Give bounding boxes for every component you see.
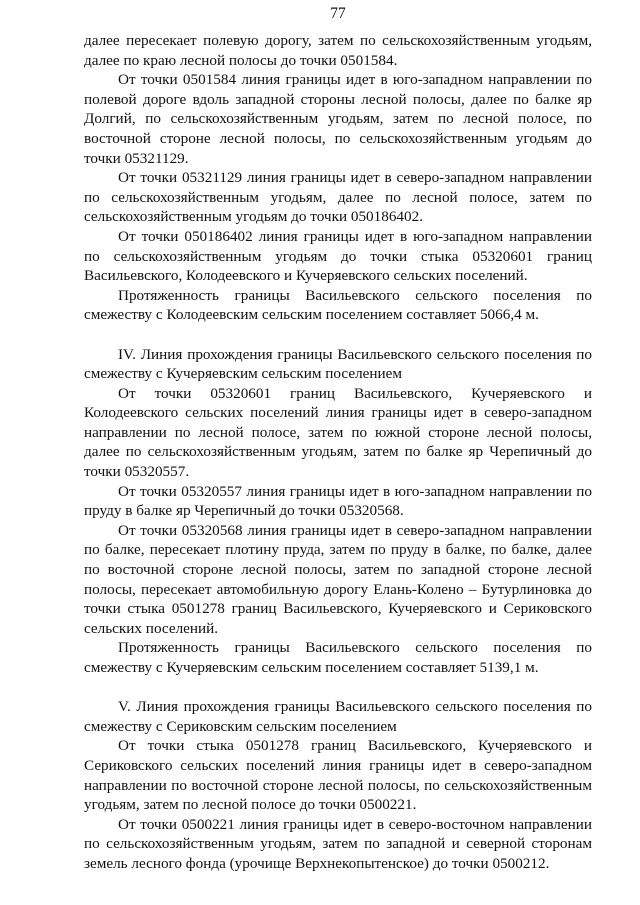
section-heading-v: V. Линия прохождения границы Васильевского сельского поселения по смежеству с Сериковским сельским поселением bbox=[84, 698, 592, 735]
paragraph: От точки 05320557 линия границы идет в юго-западном направлении по пруду в балке яр Черепичный до точки 05320568. bbox=[84, 482, 592, 520]
paragraph: От точки 05321129 линия границы идет в северо-западном направлении по сельскохозяйственным угодьям, далее по лесной полосе, затем по сельскохозяйственным угодьям до точки 050186402. bbox=[84, 169, 592, 226]
paragraph: От точки 05320568 линия границы идет в северо-западном направлении по балке, пересекает плотину пруда, затем по пруду в балке, по балке, далее по восточной стороне лесной полосы, затем по западной стороне лесной полосы, пересекает автомобильную дорогу Елань-Колено – Бутурлиновка до точки стыка 0501278 границ Васильевского, Кучеряевского и Сериковского сельских поселений. bbox=[84, 521, 592, 637]
paragraph: От точки 05320601 границ Васильевского, Кучеряевского и Колодеевского сельских поселений линия границы идет в северо-западном направлении по лесной полосе, затем по южной стороне лесной полосы, далее по сельскохозяйственным угодьям, затем по балке яр Черепичный до точки 05320557. bbox=[84, 384, 592, 481]
paragraph: Протяженность границы Васильевского сельского поселения по смежеству с Колодеевским сельским поселением составляет 5066,4 м. bbox=[84, 286, 592, 324]
paragraph: От точки 050186402 линия границы идет в юго-западном направлении по сельскохозяйственным угодьям до точки стыка 05320601 границ Васильевского, Колодеевского и Кучеряевского сельских поселений. bbox=[84, 227, 592, 285]
paragraph-continuation: далее пересекает полевую дорогу, затем по сельскохозяйственным угодьям, далее по краю лесной полосы до точки 0501584. bbox=[84, 32, 592, 69]
paragraph: От точки 0501584 линия границы идет в юго-западном направлении по полевой дороге вдоль западной стороны лесной полосы, далее по балке яр Долгий, по сельскохозяйственным угодьям, затем по лесной полосе, по восточной стороне лесной полосы, по сельскохозяйственным угодьям до точки 05321129. bbox=[84, 71, 592, 167]
paragraph: От точки стыка 0501278 границ Васильевского, Кучеряевского и Сериковского сельских поселений линия границы идет в северо-западном направлении по восточной стороне лесной полосы, по сельскохозяйственным угодьям, затем по лесной полосе до точки 0500221. bbox=[84, 737, 592, 814]
section-heading-iv: IV. Линия прохождения границы Васильевского сельского поселения по смежеству с Кучеряевским сельским поселением bbox=[84, 345, 592, 383]
paragraph: От точки 0500221 линия границы идет в северо-восточном направлении по сельскохозяйственным угодьям, затем по западной и северной сторонам земель лесного фонда (урочище Верхнекопытенское) до точки 0500212. bbox=[84, 815, 592, 872]
page-number: 77 bbox=[330, 5, 346, 22]
section-gap bbox=[84, 678, 592, 698]
section-gap bbox=[84, 325, 592, 345]
document-body bbox=[84, 31, 592, 874]
paragraph: Протяженность границы Васильевского сельского поселения по смежеству с Кучеряевским сельским поселением составляет 5139,1 м. bbox=[84, 639, 592, 676]
